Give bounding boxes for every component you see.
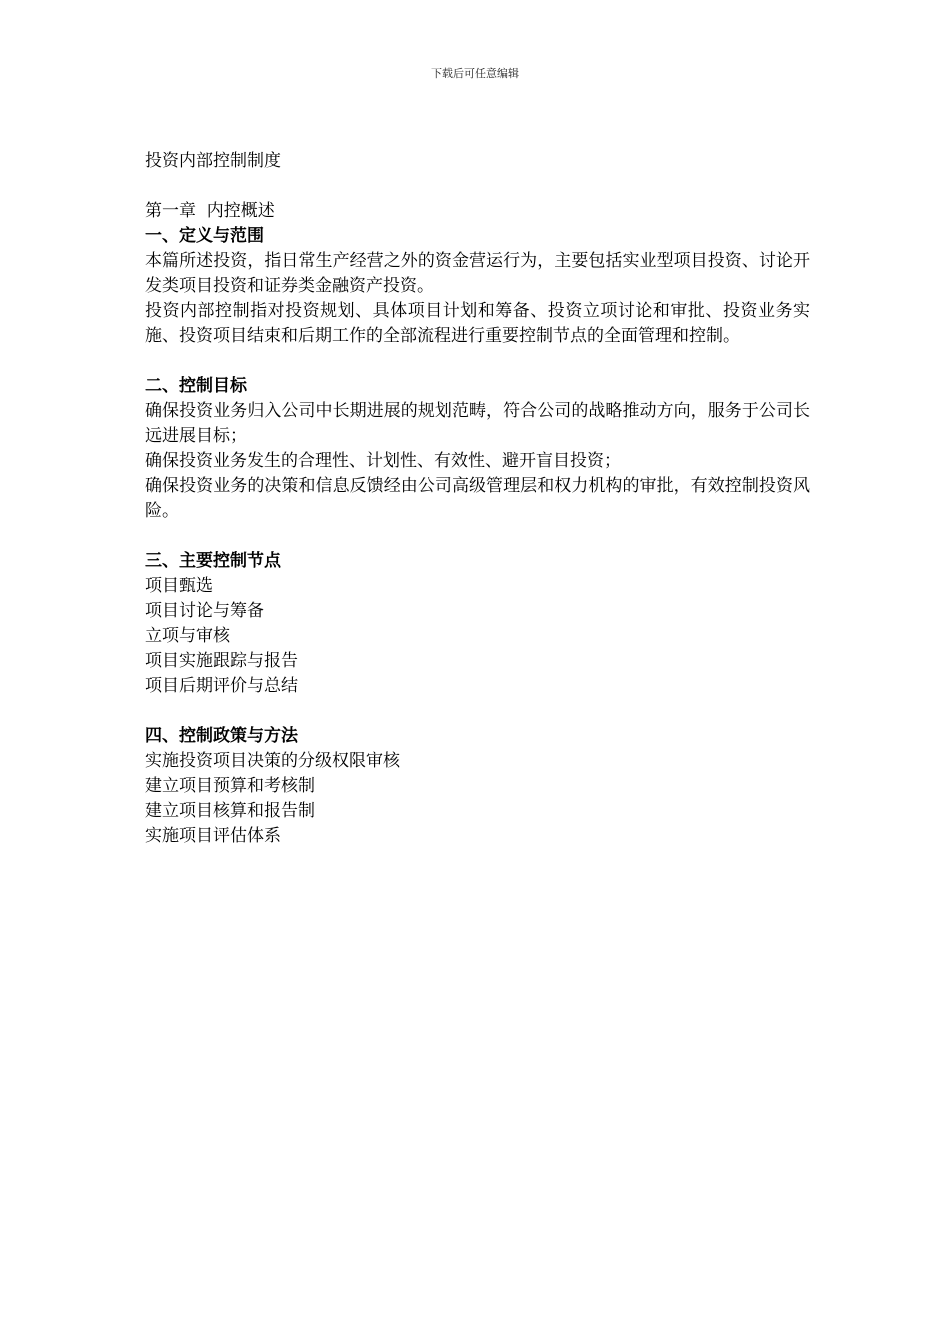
list-item: 项目甄选 xyxy=(145,576,213,596)
spacer xyxy=(145,524,810,549)
list-item: 建立项目核算和报告制 xyxy=(145,801,315,821)
spacer xyxy=(145,349,810,374)
list-item: 建立项目预算和考核制 xyxy=(145,776,315,796)
header-note: 下载后可任意编辑 xyxy=(431,67,519,80)
section-heading-definition: 一、定义与范围 xyxy=(145,226,264,246)
list-item: 实施项目评估体系 xyxy=(145,826,281,846)
list-item: 实施投资项目决策的分级权限审核 xyxy=(145,751,400,771)
paragraph: 投资内部控制指对投资规划、具体项目计划和筹备、投资立项讨论和审批、投资业务实施、投资项目结束和后期工作的全部流程进行重要控制节点的全面管理和控制。 xyxy=(145,301,810,346)
list-item: 立项与审核 xyxy=(145,626,230,646)
spacer xyxy=(145,174,810,199)
spacer xyxy=(145,699,810,724)
list-item: 项目实施跟踪与报告 xyxy=(145,651,298,671)
section-heading-control-nodes: 三、主要控制节点 xyxy=(145,551,281,571)
document-title: 投资内部控制制度 xyxy=(145,151,281,171)
list-item: 项目后期评价与总结 xyxy=(145,676,298,696)
paragraph: 本篇所述投资，指日常生产经营之外的资金营运行为，主要包括实业型项目投资、讨论开发类项目投资和证券类金融资产投资。 xyxy=(145,251,810,296)
document-body xyxy=(145,149,810,849)
chapter-heading: 第一章 内控概述 xyxy=(145,201,275,221)
list-item: 项目讨论与筹备 xyxy=(145,601,264,621)
paragraph: 确保投资业务的决策和信息反馈经由公司高级管理层和权力机构的审批，有效控制投资风险。 xyxy=(145,476,810,521)
section-heading-objectives: 二、控制目标 xyxy=(145,376,247,396)
paragraph: 确保投资业务归入公司中长期进展的规划范畴，符合公司的战略推动方向，服务于公司长远进展目标； xyxy=(145,401,810,446)
section-heading-policies: 四、控制政策与方法 xyxy=(145,726,298,746)
paragraph: 确保投资业务发生的合理性、计划性、有效性、避开盲目投资； xyxy=(145,451,621,471)
